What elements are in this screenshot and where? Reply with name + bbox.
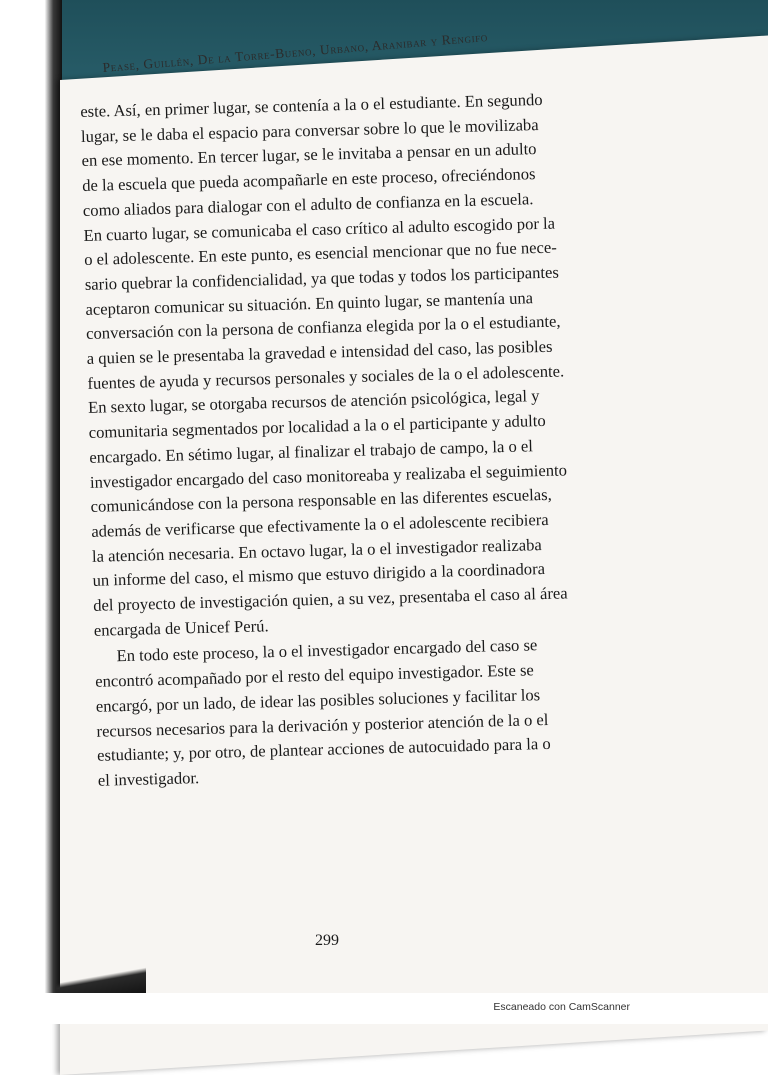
text-line: aceptaron comunicar su situación. En quinto lugar, se mantenía una (85, 287, 534, 319)
scanner-watermark: Escaneado con CamScanner (493, 1001, 630, 1013)
text-line: investigador encargado del caso monitoreaba y realizaba el seguimiento (89, 459, 568, 492)
text-line: el investigador. (97, 768, 200, 790)
text-line: un informe del caso, el mismo que estuvo dirigido a la coordinadora (92, 559, 546, 591)
paragraph-2 (94, 631, 628, 793)
text-line: estudiante; y, por otro, de plantear acciones de autocuidado para la o (96, 734, 551, 766)
running-head: Pease, Guillén, De la Torre-Bueno, Urbano, Aranibar y Rengifo (102, 29, 489, 75)
body-text (80, 86, 628, 793)
text-line: encargó, por un lado, de idear las posibles soluciones y facilitar los (95, 685, 541, 716)
text-line: encontró acompañado por el resto del equipo investigador. Este se (94, 660, 535, 691)
text-line: sario quebrar la confidencialidad, ya que todas y todos los participantes (84, 262, 560, 294)
book-spine-shadow (0, 0, 62, 1000)
text-line: En sexto lugar, se otorgaba recursos de atención psicológica, legal y (87, 386, 540, 418)
text-line: de la escuela que pueda acompañarle en este proceso, ofreciéndonos (81, 164, 536, 196)
text-line: encargado. En sétimo lugar, al finalizar el trabajo de campo, la o el (89, 436, 534, 467)
page-number: 299 (315, 932, 339, 949)
text-line: En todo este proceso, la o el investigador encargado del caso se (116, 635, 538, 666)
text-line: fuentes de ayuda y recursos personales y sociales de la o el adolescente. (87, 361, 565, 393)
text-line: comunitaria segmentados por localidad a la o el participante y adulto (88, 411, 546, 443)
text-line: este. Así, en primer lugar, se contenía a la o el estudiante. En segundo (80, 89, 543, 121)
page-content (60, 0, 768, 1000)
text-line: En cuarto lugar, se comunicaba el caso crítico al adulto escogido por la (83, 213, 556, 245)
text-line: a quien se le presentaba la gravedad e intensidad del caso, las posibles (86, 336, 553, 368)
text-line: en ese momento. En tercer lugar, se le invitaba a pensar en un adulto (81, 139, 537, 171)
text-line: además de verificarse que efectivamente la o el adolescente recibiera (91, 509, 549, 541)
text-line: la atención necesaria. En octavo lugar, la o el investigador realizaba (91, 534, 542, 566)
text-line: comunicándose con la persona responsable en las diferentes escuelas, (90, 485, 552, 517)
paragraph-1 (80, 86, 624, 643)
text-line: o el adolescente. En este punto, es esencial mencionar que no fue nece- (83, 237, 558, 270)
text-line: conversación con la persona de confianza elegida por la o el estudiante, (85, 311, 561, 344)
page-corner-shadow (56, 960, 146, 996)
text-line: recursos necesarios para la derivación y posterior atención de la o el (96, 709, 549, 741)
text-line: lugar, se le daba el espacio para conversar sobre lo que le movilizaba (80, 114, 539, 146)
scan-margin (0, 993, 768, 1024)
text-line: encargada de Unicef Perú. (93, 616, 269, 640)
text-line: como aliados para dialogar con el adulto de confianza en la escuela. (82, 188, 534, 220)
text-line: del proyecto de investigación quien, a su vez, presentaba el caso al área (92, 583, 568, 615)
